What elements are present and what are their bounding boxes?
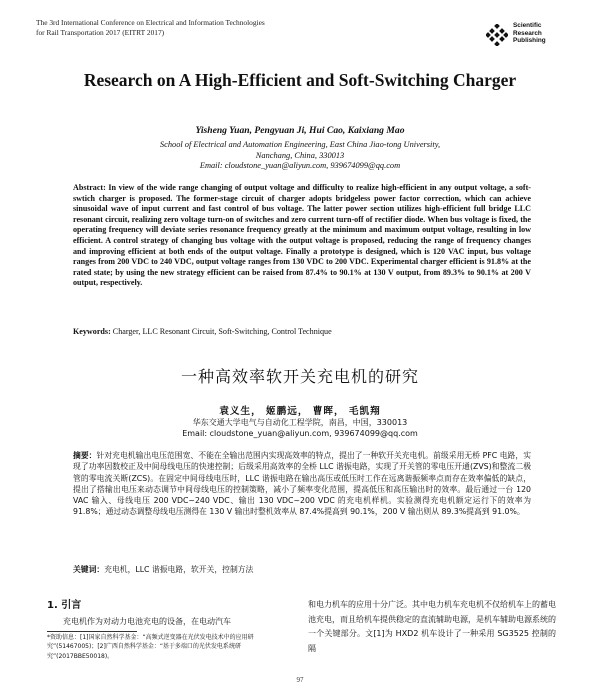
- keywords-label: Keywords:: [73, 327, 111, 336]
- section-heading-introduction: 1. 引言: [47, 600, 82, 611]
- abstract-text: In view of the wide range changing of output voltage and difficulty to realize high-efficient in any output voltage, a soft-swtich charger is proposed. The former-stage circuit of charger adopts bridgeless power factor correction, which can achieve sinusoidal wave of input current and fast control of bus voltage. The latter power section utilizes high-efficient full bridge LLC resonant circuit, realizing zero voltage turn-on of switches and zero current turn-off of rectifier diode. When bus voltage is fixed, the operating frequency will deviate series resonance frequency greatly at the minimum and maximum output voltage, resulting in low efficient. A control strategy of changing bus voltage with the output voltage is proposed, reducing the range of frequency changes and improving efficient at both ends of the output voltage. Finally a prototype is designed, which is 120 VAC input, bus voltage ranges from 200 VDC to 240 VDC, output voltage ranges from 130 VDC to 200 VDC. Experimental charger efficient is 91.8% at the rated state; by using the new strategy efficient can be raised from 87.4% to 90.1% at 130 V output, from 89.3% to 90.1% at 200 V output, respectively.: [73, 183, 531, 288]
- chinese-keywords-text: 充电机，LLC 谐振电路，软开关，控制方法: [104, 565, 254, 574]
- paper-title: Research on A High-Efficient and Soft-Switching Charger: [83, 70, 517, 90]
- body-left-paragraph: 充电机作为对动力电池充电的设备，在电动汽车: [63, 617, 231, 626]
- conference-line-1: The 3rd International Conference on Electrical and Information Technologies: [36, 18, 265, 27]
- affiliation-email: Email: cloudstone_yuan@aliyun.com, 939674099@qq.com: [199, 161, 401, 171]
- publisher-logo: [486, 22, 566, 50]
- publisher-logo-icon: [486, 24, 508, 46]
- publisher-line-2: Research: [513, 29, 542, 37]
- chinese-affiliation: [0, 418, 600, 439]
- chinese-abstract-text: 针对充电机输出电压范围宽、不能在全输出范围内实现高效率的特点，提出了一种软开关充电机。前级采用无桥 PFC 电路，实现了功率因数校正及中间母线电压的快速控制；后级采用高效率的全桥 LLC 谐振电路，实现了开关管的零电压开通(ZVS)和整流二极管的零电流关断(ZCS)。在固定中间母线电压时，LLC 谐振电路在输出高压或低压时工作在远离谐振频率点而存在效率偏低的缺点，提出了搭输出电压来动态调节中间母线电压的控制策略，减小了频率变化范围，提高低压和高压输出时的效率。最后通过一台 120 VAC 输入、母线电压 200 VDC~240 VDC、输出 130 VDC~200 VDC 的充电机样机。实验测得充电机额定运行下的效率为 91.8%；通过动态调整母线电压测得在 130 V 输出时整机效率从 87.4%提高到 90.1%，200 V 输出则从 89.3%提高到 91.0%。: [73, 451, 531, 517]
- chinese-title: 一种高效率软开关充电机的研究: [180, 367, 419, 386]
- chinese-abstract: [73, 450, 531, 518]
- footnote: *资助信息：[1]国家自然科学基金：“高频式逆变器在光伏发电技术中的应用研究”(51467005)；[2]广西自然科学基金：“基于多端口的光伏发电系统研究”(2017BBE50018)。: [47, 634, 254, 660]
- chinese-abstract-label: 摘要：: [73, 451, 97, 460]
- page-number: 97: [296, 676, 304, 684]
- body-right-paragraph: 和电力机车的应用十分广泛。其中电力机车充电机不仅给机车上的蓄电池充电，而且给机车提供稳定的直流辅助电源，是机车辅助电源系统的一个关键部分。文[1]为 HXD2 机车设计了一种采用 SG3525 控制的隔: [308, 600, 556, 653]
- keywords-text: Charger, LLC Resonant Circuit, Soft-Switching, Control Technique: [112, 327, 332, 336]
- chinese-affiliation-line-1: 华东交通大学电气与自动化工程学院，南昌，中国，330013: [192, 418, 408, 427]
- affiliation-line-2: Nanchang, China, 330013: [255, 150, 345, 160]
- conference-header: [36, 18, 265, 37]
- conference-line-2: for Rail Transportation 2017 (EITRT 2017): [36, 27, 165, 37]
- abstract: [73, 183, 531, 289]
- chinese-keywords: [73, 564, 531, 575]
- chinese-authors: 袁义生， 姬鹏远， 曹晖， 毛凯翔: [219, 406, 381, 417]
- publisher-name: [513, 22, 546, 45]
- keywords: [73, 327, 531, 338]
- paper-authors: Yisheng Yuan, Pengyuan Ji, Hui Cao, Kaixiang Mao: [195, 125, 405, 136]
- publisher-line-3: Publishing: [513, 37, 546, 45]
- chinese-affiliation-email: Email: cloudstone_yuan@aliyun.com, 939674099@qq.com: [182, 428, 418, 438]
- abstract-label: Abstract:: [73, 183, 106, 192]
- footnote-rule: [47, 631, 137, 632]
- paper-affiliation: [0, 140, 600, 172]
- chinese-keywords-label: 关键词：: [73, 565, 105, 574]
- publisher-line-1: Scientific: [513, 22, 542, 29]
- affiliation-line-1: School of Electrical and Automation Engineering, East China Jiao-tong University,: [159, 140, 441, 149]
